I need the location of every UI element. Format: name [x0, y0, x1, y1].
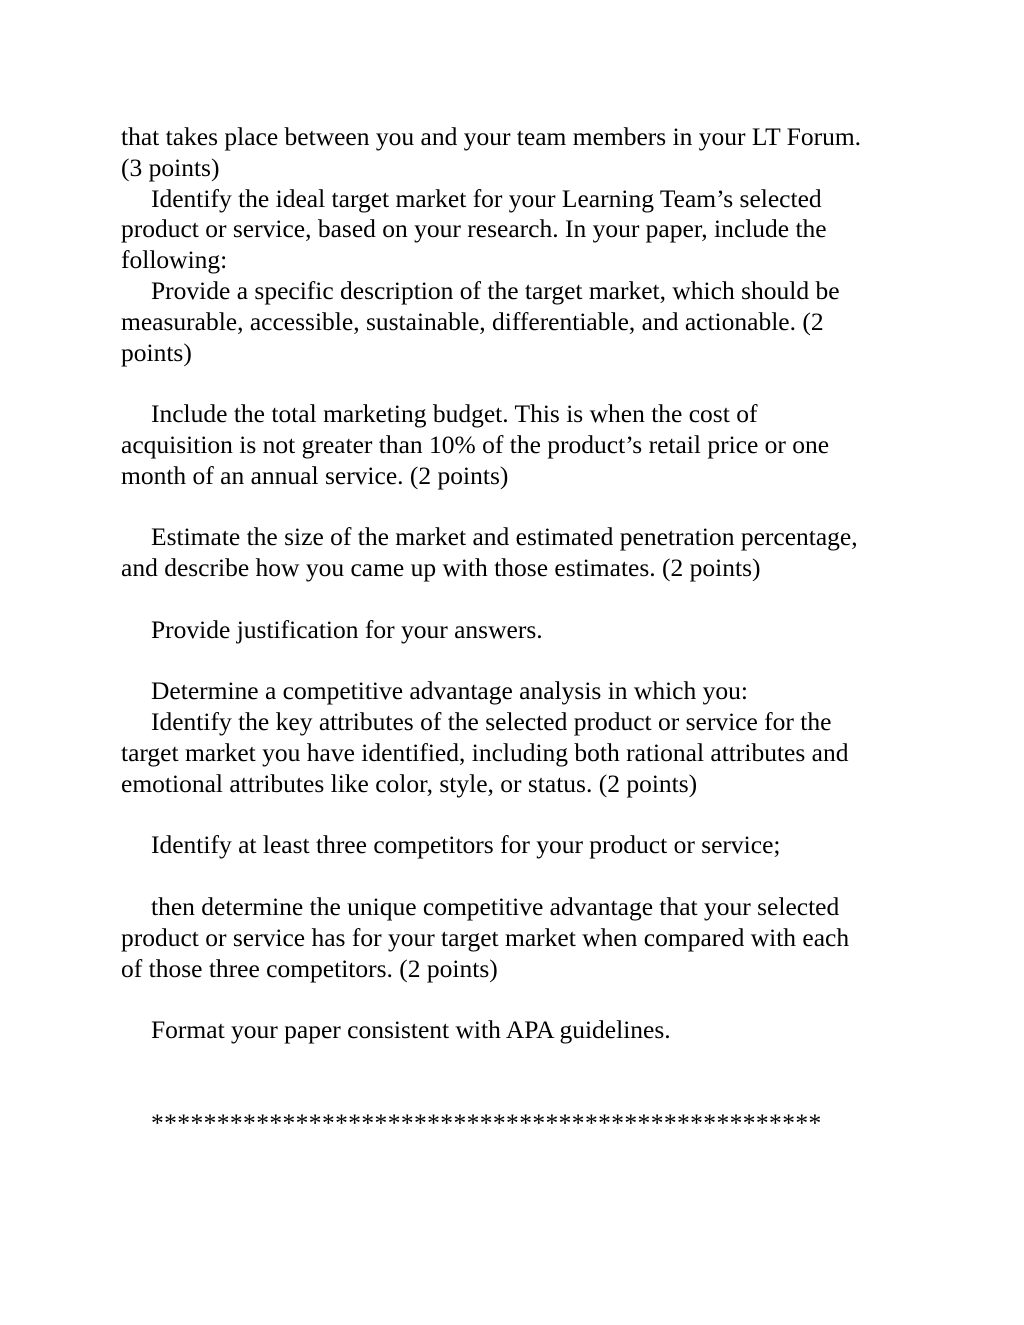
- blank-line: [121, 368, 921, 399]
- paragraph-line: Determine a competitive advantage analysis in which you:: [151, 676, 748, 706]
- blank-line: [121, 1046, 921, 1077]
- paragraph-line: product or service, based on your research. In your paper, include the: [121, 214, 827, 244]
- paragraph-line: Provide justification for your answers.: [151, 614, 543, 644]
- paragraph-line: points): [121, 337, 192, 367]
- document-body: [121, 122, 921, 1138]
- paragraph-line: target market you have identified, including both rational attributes and: [121, 737, 849, 767]
- blank-line: [121, 984, 921, 1015]
- blank-line: [121, 646, 921, 677]
- paragraph-line: and describe how you came up with those estimates. (2 points): [121, 553, 761, 583]
- paragraph-line: following:: [121, 245, 228, 275]
- paragraph-line: Include the total marketing budget. This is when the cost of: [151, 399, 758, 429]
- paragraph-line: (3 points): [121, 152, 220, 182]
- blank-line: [121, 861, 921, 892]
- paragraph-line: then determine the unique competitive advantage that your selected: [151, 891, 840, 921]
- paragraph-line: measurable, accessible, sustainable, differentiable, and actionable. (2: [121, 306, 824, 336]
- paragraph-line: acquisition is not greater than 10% of the product’s retail price or one: [121, 429, 830, 459]
- paragraph-line: Estimate the size of the market and estimated penetration percentage,: [151, 522, 858, 552]
- blank-line: [121, 1077, 921, 1108]
- blank-line: [121, 492, 921, 523]
- paragraph-line: month of an annual service. (2 points): [121, 460, 509, 490]
- paragraph-line: Format your paper consistent with APA guidelines.: [151, 1015, 671, 1045]
- paragraph-line: Identify the ideal target market for your Learning Team’s selected: [151, 183, 822, 213]
- blank-line: [121, 584, 921, 615]
- paragraph-line: of those three competitors. (2 points): [121, 953, 498, 983]
- paragraph-line: product or service has for your target market when compared with each: [121, 922, 850, 952]
- paragraph-line: Identify at least three competitors for your product or service;: [151, 830, 781, 860]
- paragraph-line: Provide a specific description of the target market, which should be: [151, 275, 840, 305]
- blank-line: [121, 800, 921, 831]
- paragraph-line: emotional attributes like color, style, or status. (2 points): [121, 768, 698, 798]
- paragraph-line: Identify the key attributes of the selected product or service for the: [151, 707, 832, 737]
- paragraph-line: that takes place between you and your team members in your LT Forum.: [121, 122, 862, 151]
- asterisk-separator: ***************************************************: [151, 1107, 822, 1137]
